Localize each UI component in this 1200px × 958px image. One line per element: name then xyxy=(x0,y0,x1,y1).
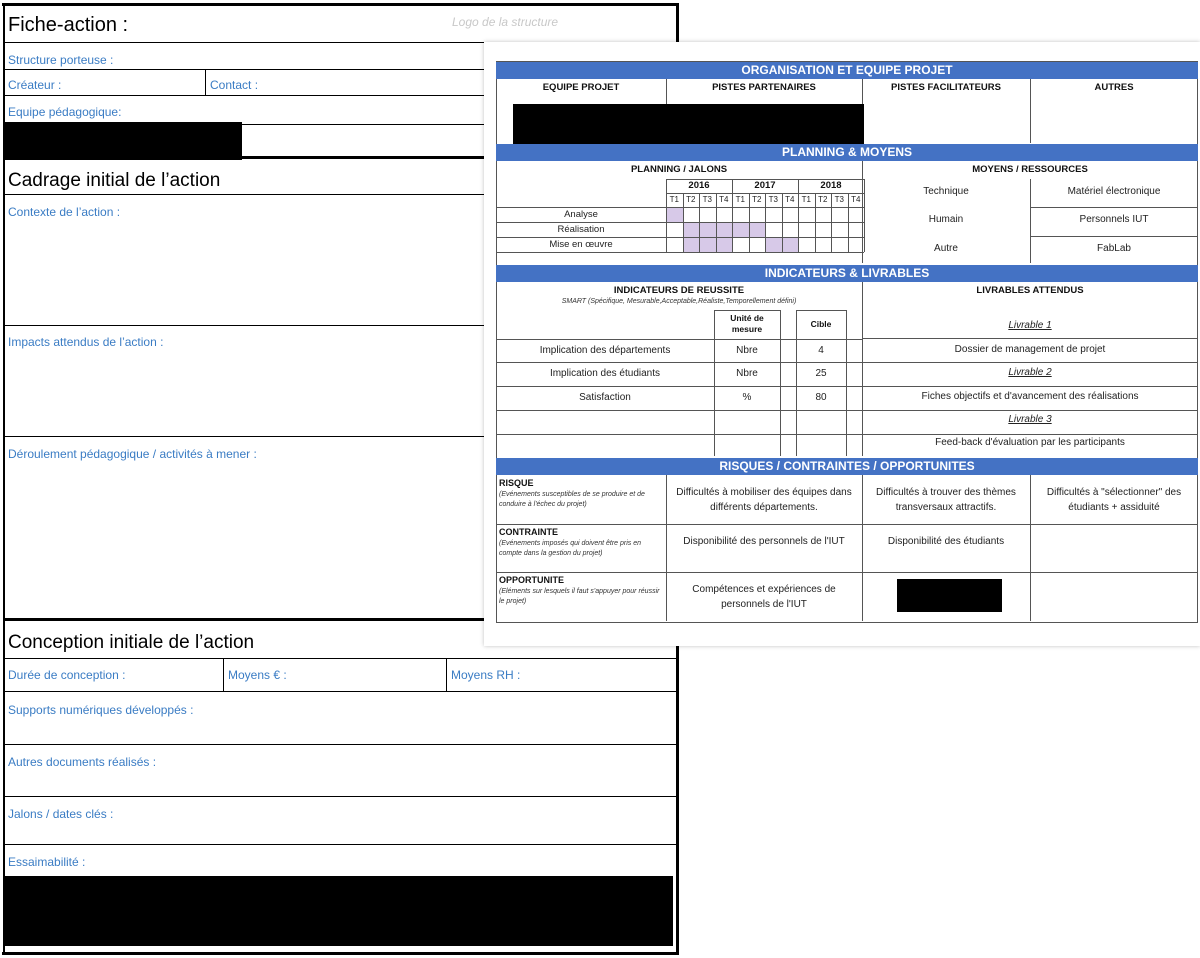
organisation-header: ORGANISATION ET EQUIPE PROJET xyxy=(496,62,1198,79)
moyen-value: Matériel électronique xyxy=(1067,186,1161,197)
impacts-label: Impacts attendus de l’action : xyxy=(8,335,164,349)
livrable-desc: Fiches objectifs et d'avancement des réalisations xyxy=(921,391,1139,402)
risk-row-note: (Evénements imposés qui doivent être pris en compte dans la gestion du projet) xyxy=(499,540,642,557)
livrables-title: LIVRABLES ATTENDUS xyxy=(976,285,1084,296)
cible-header: Cible xyxy=(810,319,832,329)
indicator-unit: % xyxy=(742,392,752,403)
col-pistes-partenaires: PISTES PARTENAIRES xyxy=(712,82,816,93)
indicator-cible: 80 xyxy=(815,392,827,403)
project-sheet xyxy=(484,42,1200,646)
redacted-block xyxy=(897,579,1002,612)
indicateurs-header: INDICATEURS & LIVRABLES xyxy=(496,265,1198,282)
unit-header: Unité de mesure xyxy=(730,313,764,334)
year-label: 2018 xyxy=(820,180,842,191)
risk-cell: Difficultés à trouver des thèmes transversaux attractifs. xyxy=(876,487,1016,513)
quarter-label: T2 xyxy=(686,195,696,204)
createur-label: Créateur : xyxy=(8,78,62,92)
risques-header: RISQUES / CONTRAINTES / OPPORTUNITES xyxy=(496,458,1198,475)
section-cadrage-title: Cadrage initial de l’action xyxy=(8,170,221,191)
planning-row-label: Analyse xyxy=(564,209,598,220)
livrable-name: Livrable 2 xyxy=(1008,367,1052,378)
indicator-cible: 25 xyxy=(815,368,827,379)
livrable-name: Livrable 1 xyxy=(1008,320,1052,331)
col-autres: AUTRES xyxy=(1094,82,1134,93)
quarter-label: T4 xyxy=(785,195,795,204)
quarter-label: T3 xyxy=(834,195,844,204)
risk-cell: Difficultés à mobiliser des équipes dans différents départements. xyxy=(676,487,852,513)
risk-cell: Difficultés à "sélectionner" des étudiants + assiduité xyxy=(1046,487,1182,513)
livrable-desc: Dossier de management de projet xyxy=(954,344,1106,355)
redacted-block xyxy=(4,876,673,946)
quarter-label: T3 xyxy=(768,195,778,204)
indicator-unit: Nbre xyxy=(736,368,758,379)
jalons-label: Jalons / dates clés : xyxy=(8,807,114,821)
moyens-rh-label: Moyens RH : xyxy=(451,668,521,682)
col-pistes-facilitateurs: PISTES FACILITATEURS xyxy=(891,82,1001,93)
autres-docs-label: Autres documents réalisés : xyxy=(8,755,157,769)
deroulement-label: Déroulement pédagogique / activités à mener : xyxy=(8,447,257,461)
risk-row-label: OPPORTUNITE xyxy=(499,575,565,585)
moyen-value: FabLab xyxy=(1097,243,1131,254)
planning-row-label: Réalisation xyxy=(557,224,605,235)
moyen-type: Autre xyxy=(934,243,958,254)
essaimabilite-label: Essaimabilité : xyxy=(8,855,86,869)
logo-placeholder: Logo de la structure xyxy=(452,15,559,29)
supports-label: Supports numériques développés : xyxy=(8,703,194,717)
year-label: 2017 xyxy=(754,180,776,191)
risk-cell: Compétences et expériences de personnels de l'IUT xyxy=(692,584,836,610)
grid-line xyxy=(862,475,863,621)
risk-cell: Disponibilité des étudiants xyxy=(887,536,1005,547)
risk-row-label: RISQUE xyxy=(499,478,534,488)
section-conception-title: Conception initiale de l’action xyxy=(8,632,255,653)
livrable-desc: Feed-back d'évaluation par les participants xyxy=(935,437,1125,448)
contact-label: Contact : xyxy=(210,78,259,92)
risk-row-note: (Eléments sur lesquels il faut s'appuyer pour réussir le projet) xyxy=(499,588,660,605)
indicator-unit: Nbre xyxy=(736,345,758,356)
indicator-label: Implication des étudiants xyxy=(549,368,661,379)
moyen-type: Humain xyxy=(928,214,964,225)
grid-line xyxy=(496,572,1198,573)
structure-porteuse-label: Structure porteuse : xyxy=(8,53,114,67)
form-title: Fiche-action : xyxy=(8,14,129,36)
grid-line xyxy=(666,475,667,621)
quarter-label: T4 xyxy=(719,195,729,204)
indicator-label: Implication des départements xyxy=(539,345,671,356)
quarter-label: T4 xyxy=(851,195,861,204)
quarter-label: T2 xyxy=(818,195,828,204)
risques-grid xyxy=(484,42,1200,646)
moyens-euro-label: Moyens € : xyxy=(228,668,287,682)
quarter-label: T2 xyxy=(752,195,762,204)
quarter-label: T1 xyxy=(669,195,679,204)
planning-jalons-title: PLANNING / JALONS xyxy=(630,164,728,175)
risk-row-label: CONTRAINTE xyxy=(499,527,558,537)
livrable-name: Livrable 3 xyxy=(1008,414,1052,425)
indicateurs-title: INDICATEURS DE REUSSITE xyxy=(613,285,745,296)
duree-label: Durée de conception : xyxy=(8,668,126,682)
grid-line xyxy=(1030,475,1031,621)
planning-header: PLANNING & MOYENS xyxy=(496,144,1198,161)
quarter-label: T1 xyxy=(735,195,745,204)
year-label: 2016 xyxy=(688,180,710,191)
grid-line xyxy=(496,524,1198,525)
planning-row-label: Mise en œuvre xyxy=(549,239,613,250)
risk-cell: Disponibilité des personnels de l'IUT xyxy=(683,536,845,547)
moyen-type: Technique xyxy=(923,186,969,197)
redacted-block xyxy=(4,122,242,160)
equipe-pedagogique-label: Equipe pédagogique: xyxy=(8,105,122,119)
indicator-cible: 4 xyxy=(818,345,824,356)
quarter-label: T1 xyxy=(801,195,811,204)
smart-note: SMART (Spécifique, Mesurable,Acceptable,Réaliste,Temporellement défini) xyxy=(561,298,797,305)
moyens-title: MOYENS / RESSOURCES xyxy=(972,164,1088,175)
contexte-label: Contexte de l’action : xyxy=(8,205,121,219)
col-equipe-projet: EQUIPE PROJET xyxy=(542,82,620,93)
indicator-label: Satisfaction xyxy=(579,392,631,403)
quarter-label: T3 xyxy=(702,195,712,204)
moyen-value: Personnels IUT xyxy=(1079,214,1149,225)
risk-row-note: (Evénements susceptibles de se produire et de conduire à l'échec du projet) xyxy=(499,491,645,508)
